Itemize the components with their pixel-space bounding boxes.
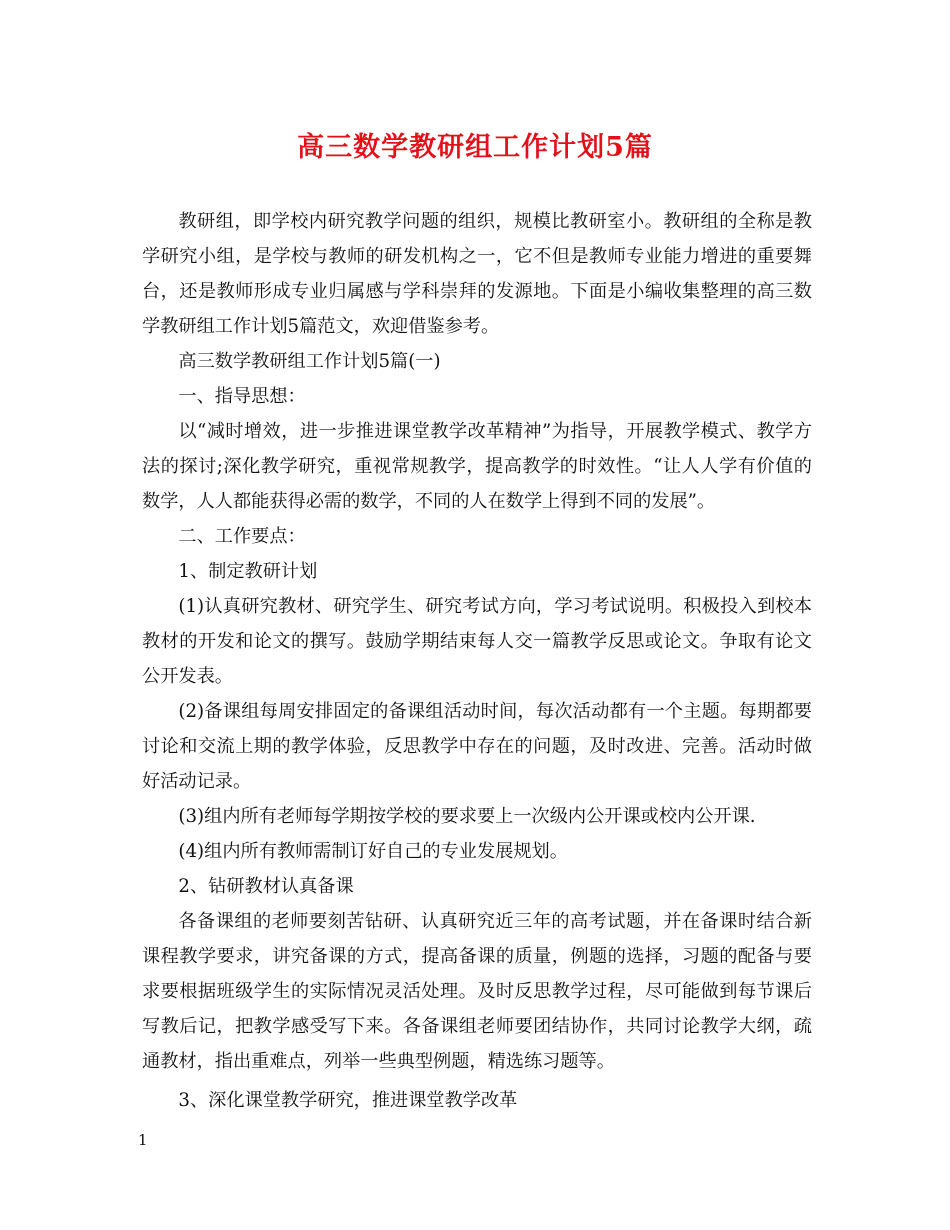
section-heading-plan-one: 高三数学教研组工作计划5篇(一): [178, 351, 441, 372]
heading-guiding-ideology: 一、指导思想：: [178, 386, 306, 407]
paragraph-lesson-preparation: 各备课组的老师要刻苦钻研、认真研究近三年的高考试题，并在备课时结合新课程教学要求，讲究备课的方式，提高备课的质量，例题的选择，习题的配备与要求要根据班级学生的实际情况灵活处理。及时反思教学过程，尽可能做到每节课后写教后记，把教学感受写下来。各备课组老师要团结协作，共同讨论教学大纲，疏通教材，指出重难点，列举一些典型例题，精选练习题等。: [142, 911, 812, 1072]
page-number: 1: [138, 1131, 148, 1149]
paragraph-guiding-ideology: 以“减时增效，进一步推进课堂教学改革精神”为指导，开展教学模式、教学方法的探讨;深化教学研究，重视常规教学，提高教学的时效性。“让人人学有价值的数学，人人都能获得必需的数学，不同的人在数学上得到不同的发展”。: [142, 421, 812, 512]
subheading-classroom-reform: 3、深化课堂教学研究，推进课堂教学改革: [178, 1090, 518, 1111]
subheading-lesson-preparation: 2、钻研教材认真备课: [178, 876, 354, 897]
heading-work-points: 二、工作要点：: [178, 526, 306, 547]
list-item-3: (3)组内所有老师每学期按学校的要求要上一次级内公开课或校内公开课.: [178, 806, 756, 827]
document-title: 高三数学教研组工作计划5篇: [297, 132, 653, 163]
subheading-teaching-research-plan: 1、制定教研计划: [178, 561, 318, 582]
list-item-2: (2)备课组每周安排固定的备课组活动时间，每次活动都有一个主题。每期都要讨论和交流上期的教学体验，反思教学中存在的问题，及时改进、完善。活动时做好活动记录。: [142, 701, 812, 792]
list-item-1: (1)认真研究教材、研究学生、研究考试方向，学习考试说明。积极投入到校本教材的开发和论文的撰写。鼓励学期结束每人交一篇教学反思或论文。争取有论文公开发表。: [142, 596, 812, 687]
document-body: [142, 204, 812, 1118]
intro-paragraph: 教研组，即学校内研究教学问题的组织，规模比教研室小。教研组的全称是教学研究小组，是学校与教师的研发机构之一，它不但是教师专业能力增进的重要舞台，还是教师形成专业归属感与学科崇拜的发源地。下面是小编收集整理的高三数学教研组工作计划5篇范文，欢迎借鉴参考。: [142, 211, 812, 337]
list-item-4: (4)组内所有教师需制订好自己的专业发展规划。: [178, 841, 568, 862]
